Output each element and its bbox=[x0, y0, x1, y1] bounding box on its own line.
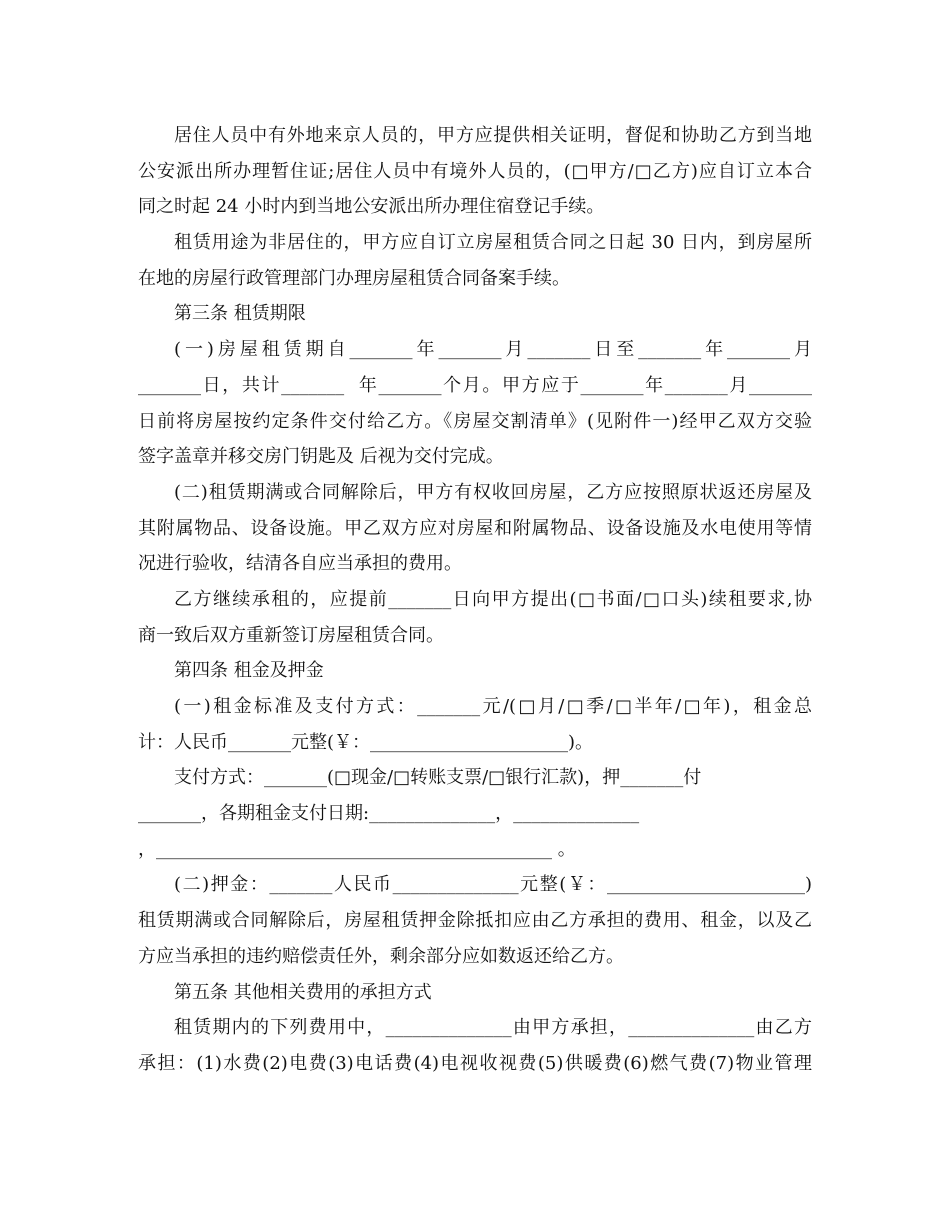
paragraph-line: (一)租金标准及支付方式：_______元/(□月/□季/□半年/□年)，租金总 bbox=[174, 696, 812, 717]
document-body bbox=[138, 118, 812, 1082]
paragraph-line: 承担：(1)水费(2)电费(3)电话费(4)电视收视费(5)供暖费(6)燃气费(7)物业管理 bbox=[138, 1052, 812, 1074]
paragraph-line: 商一致后双方重新签订房屋租赁合同。 bbox=[138, 624, 444, 646]
paragraph-line: _______，各期租金支付日期:______________，______________ bbox=[138, 803, 640, 825]
paragraph-line: 第三条 租赁期限 bbox=[174, 303, 306, 325]
paragraph-line: 方应当承担的违约赔偿责任外，剩余部分应如数返还给乙方。 bbox=[138, 945, 624, 967]
paragraph-line: 租赁期满或合同解除后，房屋租赁押金除抵扣应由乙方承担的费用、租金，以及乙 bbox=[138, 910, 812, 932]
paragraph-line: _______日，共计_______ 年_______个月。甲方应于_______年_______月_______ bbox=[138, 374, 812, 396]
paragraph-line: 况进行验收，结清各自应当承担的费用。 bbox=[138, 553, 462, 575]
paragraph-line: 公安派出所办理暂住证;居住人员中有境外人员的，(□甲方/□乙方)应自订立本合 bbox=[138, 160, 812, 182]
paragraph-line: (二)押金：_______人民币______________元整(￥：______________________) bbox=[174, 874, 812, 896]
paragraph-line: 签字盖章并移交房门钥匙及 后视为交付完成。 bbox=[138, 446, 504, 468]
paragraph-line: 计：人民币_______元整(￥：______________________)。 bbox=[138, 731, 594, 753]
paragraph-line: 租赁期内的下列费用中，______________由甲方承担，______________由乙方 bbox=[174, 1017, 812, 1039]
paragraph-line: 日前将房屋按约定条件交付给乙方。《房屋交割清单》(见附件一)经甲乙双方交验 bbox=[138, 410, 812, 432]
paragraph-line: (二)租赁期满或合同解除后，甲方有权收回房屋，乙方应按照原状返还房屋及 bbox=[174, 481, 812, 503]
paragraph-line: 其附属物品、设备设施。甲乙双方应对房屋和附属物品、设备设施及水电使用等情 bbox=[138, 517, 812, 539]
paragraph-line: 支付方式：_______(□现金/□转账支票/□银行汇款)，押_______付 bbox=[174, 767, 702, 789]
paragraph-line: 在地的房屋行政管理部门办理房屋租赁合同备案手续。 bbox=[138, 267, 570, 289]
paragraph-line: (一)房屋租赁期自_______年_______月_______日至_______年_______月 bbox=[174, 339, 812, 361]
paragraph-line: 第四条 租金及押金 bbox=[174, 660, 324, 682]
paragraph-line: ，____________________________________________ 。 bbox=[138, 838, 576, 860]
paragraph-line: 第五条 其他相关费用的承担方式 bbox=[174, 981, 432, 1003]
paragraph-line: 乙方继续承租的，应提前_______日向甲方提出(□书面/□口头)续租要求,协 bbox=[174, 588, 812, 610]
paragraph-line: 租赁用途为非居住的，甲方应自订立房屋租赁合同之日起 30 日内，到房屋所 bbox=[174, 232, 812, 254]
paragraph-line: 同之时起 24 小时内到当地公安派出所办理住宿登记手续。 bbox=[138, 196, 605, 218]
paragraph-line: 居住人员中有外地来京人员的，甲方应提供相关证明，督促和协助乙方到当地 bbox=[174, 125, 812, 146]
